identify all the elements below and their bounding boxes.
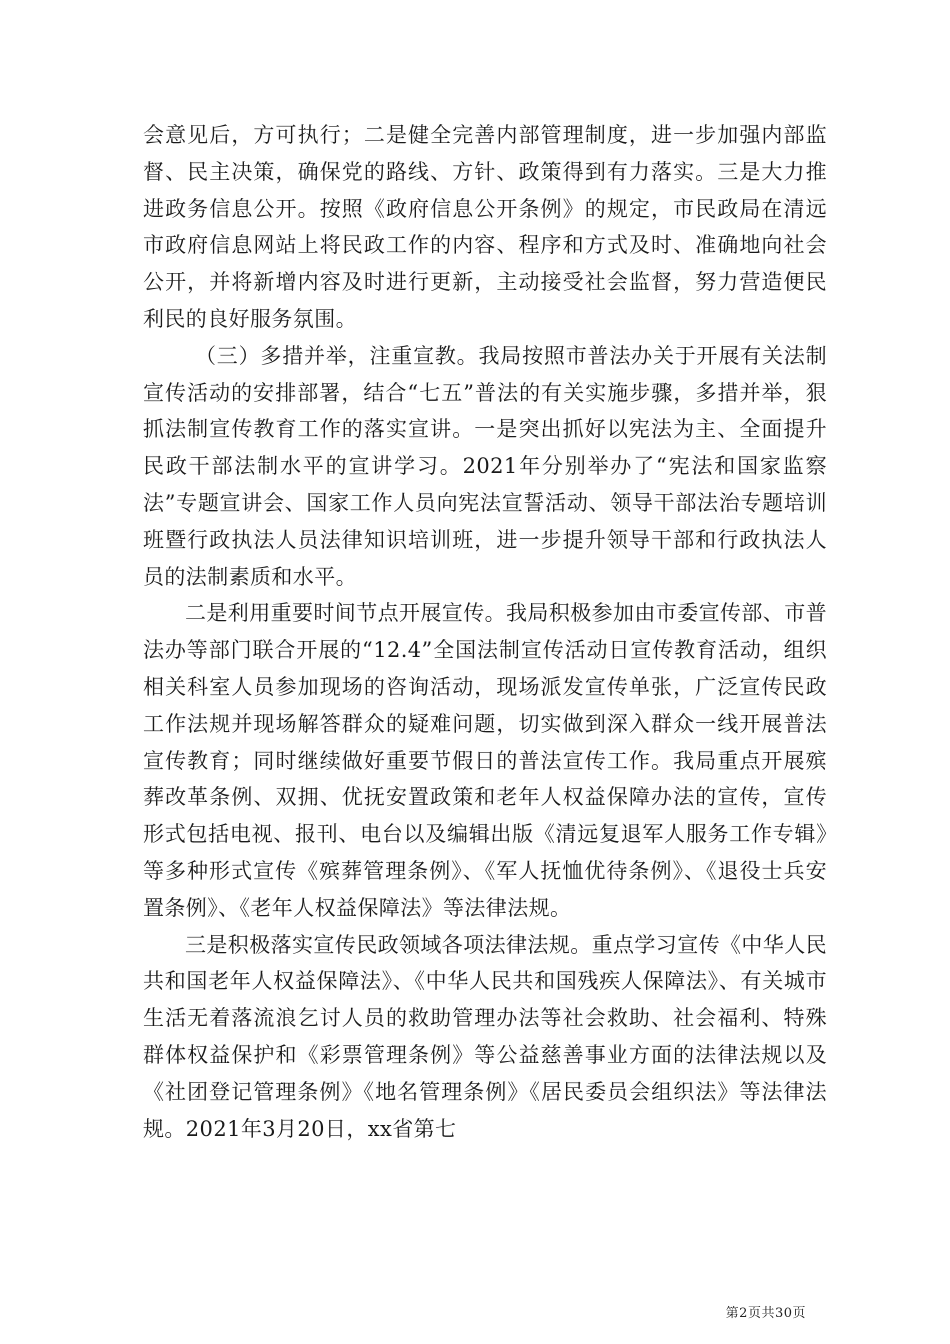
paragraph-3: 二是利用重要时间节点开展宣传。我局积极参加由市委宣传部、市普法办等部门联合开展的“12.4”全国法制宣传活动日宣传教育活动，组织相关科室人员参加现场的咨询活动，现场派发宣传单张，广泛宣传民政工作法规并现场解答群众的疑难问题，切实做到深入群众一线开展普法宣传教育；同时继续做好重要节假日的普法宣传工作。我局重点开展殡葬改革条例、双拥、优抚安置政策和老年人权益保障办法的宣传，宣传形式包括电视、报刊、电台以及编辑出版《清远复退军人服务工作专辑》等多种形式宣传《殡葬管理条例》、《军人抚恤优待条例》、《退役士兵安置条例》、《老年人权益保障法》等法律法规。: [143, 601, 827, 920]
paragraph-2: （三）多措并举，注重宣教。我局按照市普法办关于开展有关法制宣传活动的安排部署，结合“七五”普法的有关实施步骤，多措并举，狠抓法制宣传教育工作的落实宣讲。一是突出抓好以宪法为主、全面提升民政干部法制水平的宣讲学习。2021年分别举办了“宪法和国家监察法”专题宣讲会、国家工作人员向宪法宣誓活动、领导干部法治专题培训班暨行政执法人员法律知识培训班，进一步提升领导干部和行政执法人员的法制素质和水平。: [143, 343, 827, 589]
paragraph-4: 三是积极落实宣传民政领域各项法律法规。重点学习宣传《中华人民共和国老年人权益保障法》、《中华人民共和国残疾人保障法》、有关城市生活无着落流浪乞讨人员的救助管理办法等社会救助、社会福利、特殊群体权益保护和《彩票管理条例》等公益慈善事业方面的法律法规以及《社团登记管理条例》《地名管理条例》《居民委员会组织法》等法律法规。2021年3月20日，xx省第七: [143, 932, 827, 1141]
page-number-footer: 第2页共30页: [725, 1306, 806, 1321]
paragraph-1: 会意见后，方可执行；二是健全完善内部管理制度，进一步加强内部监督、民主决策，确保党的路线、方针、政策得到有力落实。三是大力推进政务信息公开。按照《政府信息公开条例》的规定，市民政局在清远市政府信息网站上将民政工作的内容、程序和方式及时、准确地向社会公开，并将新增内容及时进行更新，主动接受社会监督，努力营造便民利民的良好服务氛围。: [143, 123, 827, 331]
document-body: [143, 117, 827, 1147]
